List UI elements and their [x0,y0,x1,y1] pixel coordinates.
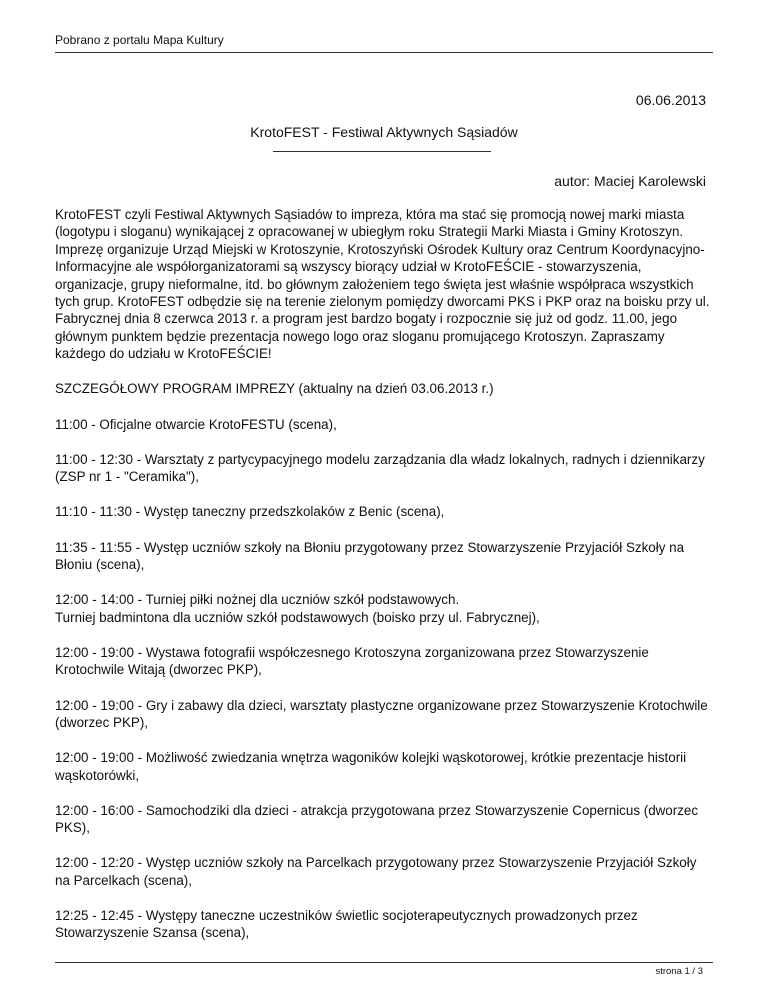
document-title: KrotoFEST - Festiwal Aktywnych Sąsiadów [250,124,518,140]
document-date: 06.06.2013 [635,92,706,108]
program-item: 12:00 - 19:00 - Wystawa fotografii współczesnego Krotoszyna zorganizowana przez Stowarzyszenie Krotochwile Witają (dworzec PKP), [55,644,649,678]
program-heading: SZCZEGÓŁOWY PROGRAM IMPREZY (aktualny na dzień 03.06.2013 r.) [55,381,494,397]
program-item: 12:00 - 12:20 - Występ uczniów szkoły na Parcelkach przygotowany przez Stowarzyszenie Przyjaciół Szkoły na Parcelkach (scena), [55,855,697,888]
program-line: Turniej badmintona dla uczniów szkół podstawowych (boisko przy ul. Fabrycznej), [55,609,540,625]
footer-divider [55,962,713,963]
program-item: 12:00 - 16:00 - Samochodziki dla dzieci - atrakcja przygotowana przez Stowarzyszenie Copernicus (dworzec PKS), [55,802,699,836]
header-divider [55,52,713,53]
program-item: 12:00 - 19:00 - Gry i zabawy dla dzieci, warsztaty plastyczne organizowane przez Stowarzyszenie Krotochwile (dworzec PKP), [55,697,708,730]
program-item: 11:10 - 11:30 - Występ taneczny przedszkolaków z Benic (scena), [55,504,445,520]
page-header-source: Pobrano z portalu Mapa Kultury [55,33,224,47]
page-number: strona 1 / 3 [655,966,703,977]
program-item: 12:00 - 19:00 - Możliwość zwiedzania wnętrza wagoników kolejki wąskotorowej, krótkie prezentacje historii wąskotorówki, [55,750,687,783]
program-item: 11:35 - 11:55 - Występ uczniów szkoły na Błoniu przygotowany przez Stowarzyszenie Przyjaciół Szkoły na Błoniu (scena), [55,539,685,573]
document-author: autor: Maciej Karolewski [554,173,706,189]
program-item: 11:00 - Oficjalne otwarcie KrotoFESTU (scena), [55,416,337,432]
title-underline [273,151,491,152]
program-item: 11:00 - 12:30 - Warsztaty z partycypacyjnego modelu zarządzania dla władz lokalnych, radnych i dziennikarzy (ZSP nr 1 - "Ceramika"), [55,451,705,485]
intro-paragraph: KrotoFEST czyli Festiwal Aktywnych Sąsiadów to impreza, która ma stać się promocją nowej marki miasta (logotypu i sloganu) wynikającej z opracowanej w ubiegłym roku Strategii Marki Miasta i Gminy Krotoszyn. Imprezę organizuje Urząd Miejski w Krotoszynie, Krotoszyński Ośrodek Kultury oraz Centrum Koordynacyjno-Informacyjne ale współorganizatorami są wszyscy biorący udział w KrotoFEŚCIE - stowarzyszenia, organizacje, grupy nieformalne, itd. bo głównym założeniem tego święta jest właśnie współpraca wszystkich tych grup. KrotoFEST odbędzie się na terenie zielonym pomiędzy dworcami PKS i PKP oraz na boisku przy ul. Fabrycznej dnia 8 czerwca 2013 r. a program jest bardzo bogaty i rozpocznie się już od godz. 11.00, jego głównym punktem będzie prezentacja nowego logo oraz sloganu promującego Krotoszyn. Zapraszamy każdego do udziału w KrotoFEŚCIE! [55,207,710,362]
program-item [55,591,710,626]
program-item: 12:25 - 12:45 - Występy taneczne uczestników świetlic socjoterapeutycznych prowadzonych przez Stowarzyszenie Szansa (scena), [55,907,638,941]
document-content [55,206,710,960]
program-line: 12:00 - 14:00 - Turniej piłki nożnej dla uczniów szkół podstawowych. [55,592,460,608]
